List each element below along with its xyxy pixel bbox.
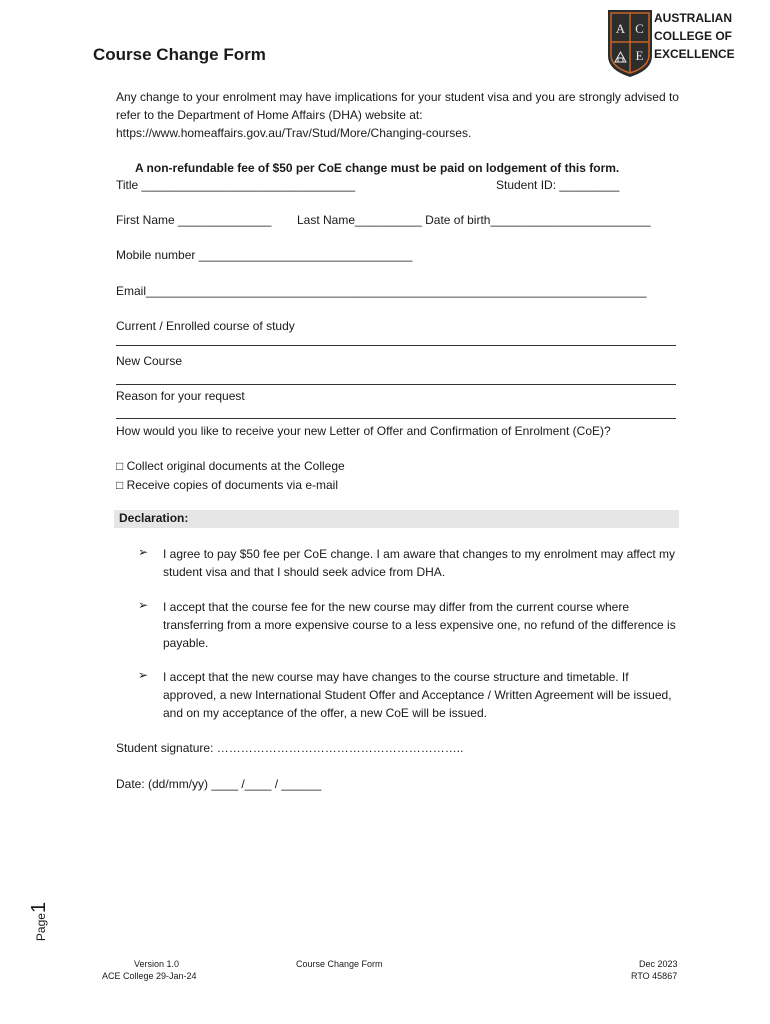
logo-letter-e: E: [635, 48, 644, 63]
student-id-field[interactable]: Student ID: _________: [496, 178, 620, 192]
last-name-dob-field[interactable]: Last Name__________ Date of birth________________________: [297, 213, 651, 227]
fee-notice: A non-refundable fee of $50 per CoE change must be paid on lodgement of this form.: [135, 161, 620, 175]
declaration-item-3: I accept that the new course may have changes to the course structure and timetable. If approved, a new International Student Offer and Acceptance / Written Agreement will be issued, and on my acceptance of the offer, a new CoE will be issued.: [163, 670, 672, 720]
page-number: [28, 902, 51, 941]
option-collect[interactable]: □ Collect original documents at the College: [116, 459, 345, 473]
logo-line-3: EXCELLENCE: [654, 47, 735, 61]
footer-college-date: ACE College 29-Jan-24: [102, 971, 197, 981]
date-field[interactable]: Date: (dd/mm/yy) ____ /____ / ______: [116, 777, 322, 791]
new-course-label: New Course: [116, 354, 183, 368]
student-signature-field[interactable]: Student signature: ……………………………………………………..: [116, 741, 464, 755]
option-email[interactable]: □ Receive copies of documents via e-mail: [116, 478, 339, 492]
first-name-field[interactable]: First Name ______________: [116, 213, 272, 227]
email-field[interactable]: Email___________________________________________________________________________: [116, 284, 647, 298]
mobile-field[interactable]: Mobile number ________________________________: [116, 248, 413, 262]
declaration-heading-bar: [114, 510, 679, 528]
current-course-line[interactable]: [116, 345, 676, 346]
footer-form-name: Course Change Form: [296, 959, 383, 969]
page-label: Page: [34, 913, 49, 942]
arrow-bullet-icon: ➢: [138, 598, 149, 612]
page-title: Course Change Form: [93, 45, 266, 64]
arrow-bullet-icon: ➢: [138, 668, 149, 682]
arrow-bullet-icon: ➢: [138, 545, 149, 559]
new-course-line[interactable]: [116, 384, 676, 385]
reason-label: Reason for your request: [116, 389, 245, 403]
footer-rto: RTO 45867: [631, 971, 678, 981]
logo-line-1: AUSTRALIAN: [654, 11, 732, 25]
shield-logo-icon: [606, 8, 654, 78]
page-number-value: 1: [28, 901, 51, 914]
logo-wordmark: [654, 9, 735, 63]
declaration-item-1: I agree to pay $50 fee per CoE change. I am aware that changes to my enrolment may affect my student visa and that I should seek advice from DHA.: [163, 547, 676, 579]
delivery-question: How would you like to receive your new Letter of Offer and Confirmation of Enrolment (CoE)?: [116, 424, 611, 438]
declaration-heading: Declaration:: [119, 511, 189, 525]
title-field[interactable]: Title ________________________________: [116, 178, 356, 192]
footer-issue-date: Dec 2023: [639, 959, 678, 969]
logo-line-2: COLLEGE OF: [654, 29, 732, 43]
logo-letter-a: A: [615, 21, 626, 36]
declaration-item-2: I accept that the course fee for the new course may differ from the current course where transferring from a more expensive course to a less expensive one, no refund of the difference is payable.: [163, 600, 676, 650]
intro-paragraph: Any change to your enrolment may have implications for your student visa and you are strongly advised to refer to the Department of Home Affairs (DHA) website at: https://www.homeaffairs.gov.au/Trav/Stud/More/Changing-courses.: [116, 90, 679, 140]
reason-line[interactable]: [116, 418, 676, 419]
current-course-label: Current / Enrolled course of study: [116, 319, 295, 333]
logo-letter-c: C: [635, 21, 644, 36]
footer-version: Version 1.0: [134, 959, 180, 969]
